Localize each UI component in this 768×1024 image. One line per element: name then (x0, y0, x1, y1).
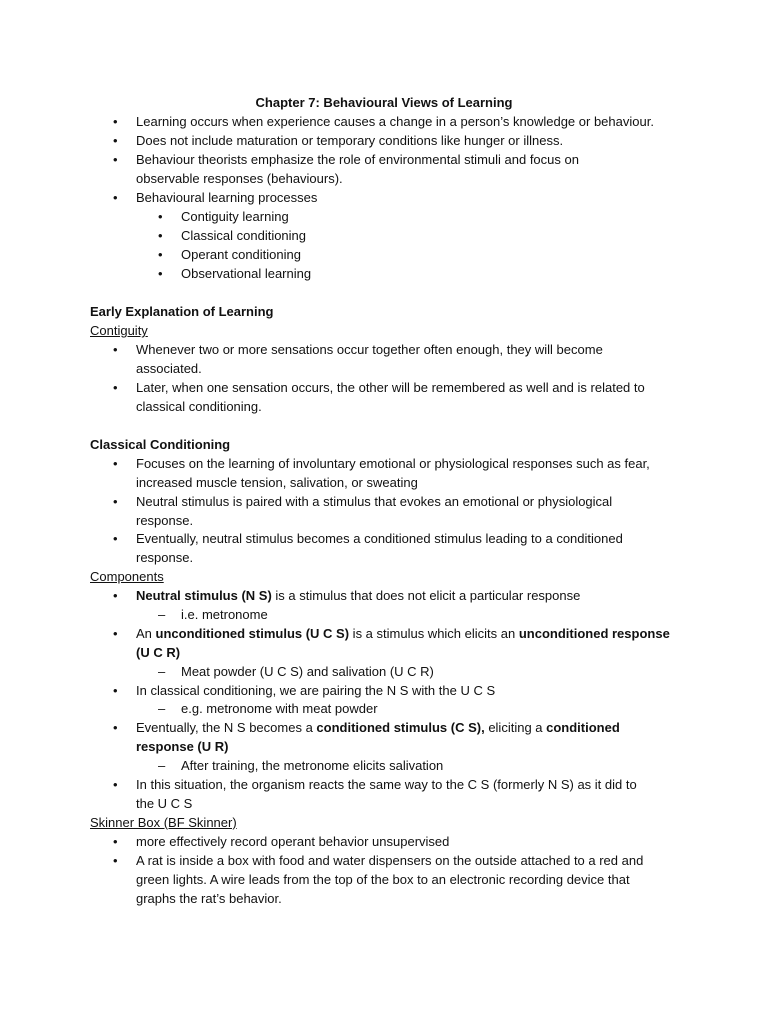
process-item: Observational learning (181, 266, 312, 281)
bullet-icon: • (113, 190, 118, 205)
text-span: is a stimulus which elicits an (349, 626, 519, 641)
contiguity-line: Later, when one sensation occurs, the other will be remembered as well and is related to (136, 380, 645, 395)
component-pairing: In classical conditioning, we are pairing the N S with the U C S (136, 683, 496, 698)
bullet-icon: • (113, 531, 118, 546)
term-ucr-abbrev: (U C R) (136, 645, 181, 660)
intro-line: observable responses (behaviours). (136, 171, 343, 186)
process-item: Classical conditioning (181, 228, 307, 243)
text-span: Eventually, the N S becomes a (136, 720, 317, 735)
bullet-icon: • (113, 494, 118, 509)
page-title: Chapter 7: Behavioural Views of Learning (255, 95, 513, 110)
section-heading-early: Early Explanation of Learning (90, 304, 274, 319)
term-cs: conditioned stimulus (C S), (316, 720, 485, 735)
bullet-icon: • (113, 720, 118, 735)
classical-line: response. (136, 513, 194, 528)
term-ucs: unconditioned stimulus (U C S) (155, 626, 350, 641)
dash-icon: – (158, 607, 166, 622)
process-item: Contiguity learning (181, 209, 289, 224)
dash-icon: – (158, 701, 166, 716)
bullet-icon: • (113, 114, 118, 129)
bullet-icon: • (158, 209, 163, 224)
text-span: eliciting a (484, 720, 547, 735)
example-line: Meat powder (U C S) and salivation (U C R) (181, 664, 434, 679)
component-reaction: the U C S (136, 796, 193, 811)
bullet-icon: • (113, 456, 118, 471)
bullet-icon: • (113, 626, 118, 641)
classical-line: increased muscle tension, salivation, or sweating (136, 475, 418, 490)
skinner-line: more effectively record operant behavior unsupervised (136, 834, 450, 849)
bullet-icon: • (113, 777, 118, 792)
bullet-icon: • (113, 380, 118, 395)
subheading-components: Components (90, 569, 164, 584)
contiguity-line: Whenever two or more sensations occur together often enough, they will become (136, 342, 603, 357)
bullet-icon: • (158, 228, 163, 243)
example-line: e.g. metronome with meat powder (181, 701, 378, 716)
bullet-icon: • (113, 342, 118, 357)
component-unconditioned-stimulus (136, 624, 670, 643)
example-line: After training, the metronome elicits salivation (181, 758, 444, 773)
bullet-icon: • (113, 133, 118, 148)
bullet-icon: • (158, 266, 163, 281)
intro-line: Learning occurs when experience causes a change in a person’s knowledge or behaviour. (136, 114, 654, 129)
skinner-line: A rat is inside a box with food and water dispensers on the outside attached to a red and (136, 853, 644, 868)
bullet-icon: • (158, 247, 163, 262)
classical-line: response. (136, 550, 194, 565)
subheading-contiguity: Contiguity (90, 323, 148, 338)
classical-line: Eventually, neutral stimulus becomes a conditioned stimulus leading to a conditioned (136, 531, 623, 546)
dash-icon: – (158, 664, 166, 679)
skinner-line: graphs the rat’s behavior. (136, 891, 282, 906)
section-heading-classical: Classical Conditioning (90, 437, 231, 452)
subheading-skinner-box: Skinner Box (BF Skinner) (90, 815, 237, 830)
example-line: i.e. metronome (181, 607, 268, 622)
intro-line: Behavioural learning processes (136, 190, 318, 205)
classical-line: Neutral stimulus is paired with a stimulus that evokes an emotional or physiological (136, 494, 613, 509)
bullet-icon: • (113, 588, 118, 603)
skinner-line: green lights. A wire leads from the top of the box to an electronic recording device that (136, 872, 630, 887)
contiguity-line: associated. (136, 361, 202, 376)
component-neutral-stimulus (136, 586, 580, 605)
process-item: Operant conditioning (181, 247, 301, 262)
classical-line: Focuses on the learning of involuntary emotional or physiological responses such as fear, (136, 456, 650, 471)
bullet-icon: • (113, 853, 118, 868)
bullet-icon: • (113, 834, 118, 849)
term-ucr: unconditioned response (518, 626, 670, 641)
text-span: An (136, 626, 156, 641)
term-conditioned-response: response (U R) (136, 739, 229, 754)
bullet-icon: • (113, 683, 118, 698)
bullet-icon: • (113, 152, 118, 167)
definition-text: is a stimulus that does not elicit a particular response (271, 588, 581, 603)
intro-line: Behaviour theorists emphasize the role of environmental stimuli and focus on (136, 152, 579, 167)
term-conditioned: conditioned (546, 720, 620, 735)
dash-icon: – (158, 758, 166, 773)
contiguity-line: classical conditioning. (136, 399, 262, 414)
intro-line: Does not include maturation or temporary conditions like hunger or illness. (136, 133, 564, 148)
component-reaction: In this situation, the organism reacts the same way to the C S (formerly N S) as it did to (136, 777, 637, 792)
component-conditioned-stimulus (136, 718, 620, 737)
term-neutral-stimulus: Neutral stimulus (N S) (136, 588, 272, 603)
